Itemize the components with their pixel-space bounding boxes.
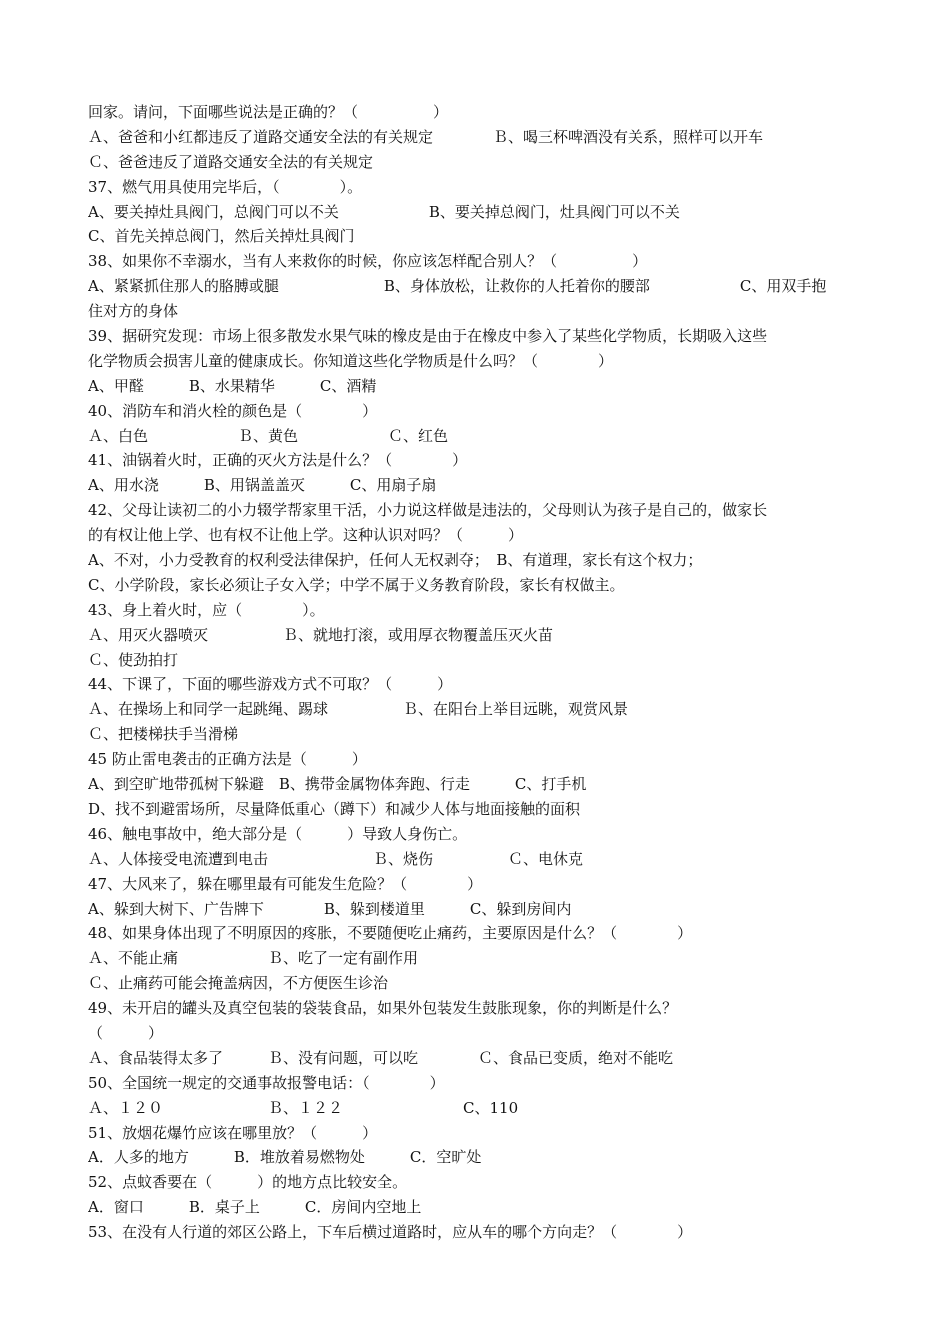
option-line: A、不对，小力受教育的权利受法律保护，任何人无权剥夺； B、有道理，家长有这个权力； (88, 551, 703, 570)
option-line: Ｃ、止痛药可能会掩盖病因，不方便医生诊治 (88, 974, 389, 993)
question-38: 38、如果你不幸溺水，当有人来救你的时候，你应该怎样配合别人？（ ） (88, 252, 648, 271)
question-40: 40、消防车和消火栓的颜色是（ ） (88, 401, 378, 420)
question-45: 45 防止雷电袭击的正确方法是（ ） (88, 750, 367, 769)
option-line: Ａ、不能止痛 Ｂ、吃了一定有副作用 (88, 949, 419, 968)
question-39: 39、据研究发现：市场上很多散发水果气味的橡皮是由于在橡皮中参入了某些化学物质，长期吸入这些 (88, 327, 768, 346)
question-39-cont: 化学物质会损害儿童的健康成长。你知道这些化学物质是什么吗？（ ） (88, 351, 614, 370)
option-line: Ｃ、爸爸违反了道路交通安全法的有关规定 (88, 152, 374, 171)
question-47: 47、大风来了，躲在哪里最有可能发生危险？（ ） (88, 874, 483, 893)
option-line: Ｃ、把楼梯扶手当滑梯 (88, 725, 239, 744)
option-line: A、甲醛 B、水果精华 C、酒精 (88, 376, 377, 395)
question-49-cont: （ ） (88, 1023, 164, 1042)
option-line: A．窗口 B．桌子上 C．房间内空地上 (88, 1198, 422, 1217)
option-line: Ｃ、使劲拍打 (88, 650, 179, 669)
question-37: 37、燃气用具使用完毕后，（ ）。 (88, 177, 363, 196)
option-line: Ａ、１２０ Ｂ、１２２ C、110 (88, 1098, 519, 1117)
question-42-cont: 的有权让他上学、也有权不让他上学。这种认识对吗？（ ） (88, 526, 524, 545)
option-line: Ａ、在操场上和同学一起跳绳、踢球 Ｂ、在阳台上举目远眺，观赏风景 (88, 700, 629, 719)
question-44: 44、下课了，下面的哪些游戏方式不可取？（ ） (88, 675, 453, 694)
question-42: 42、父母让读初二的小力辍学帮家里干活，小力说这样做是违法的，父母则认为孩子是自己的，做家长 (88, 501, 768, 520)
option-line: 住对方的身体 (88, 302, 179, 321)
option-line: Ａ、食品装得太多了 Ｂ、没有问题，可以吃 Ｃ、食品已变质，绝对不能吃 (88, 1048, 674, 1067)
question-51: 51、放烟花爆竹应该在哪里放？（ ） (88, 1123, 378, 1142)
option-line: A、紧紧抓住那人的胳膊或腿 B、身体放松，让救你的人托着你的腰部 C、用双手抱 (88, 277, 827, 296)
question-41: 41、油锅着火时，正确的灭火方法是什么？（ ） (88, 451, 468, 470)
question-48: 48、如果身体出现了不明原因的疼胀，不要随便吃止痛药，主要原因是什么？（ ） (88, 924, 693, 943)
document-page (88, 100, 868, 1245)
option-line: D、找不到避雷场所，尽量降低重心（蹲下）和减少人体与地面接触的面积 (88, 799, 581, 818)
question-53: 53、在没有人行道的郊区公路上，下车后横过道路时，应从车的哪个方向走？（ ） (88, 1223, 693, 1242)
question-43: 43、身上着火时，应（ ）。 (88, 600, 325, 619)
option-line: Ａ、白色 Ｂ、黄色 Ｃ、红色 (88, 426, 449, 445)
option-line: A、躲到大树下、广告牌下 B、躲到楼道里 C、躲到房间内 (88, 899, 572, 918)
option-line: Ａ、爸爸和小红都违反了道路交通安全法的有关规定 Ｂ、喝三杯啤酒没有关系，照样可以开车 (88, 127, 764, 146)
question-46: 46、触电事故中，绝大部分是（ ）导致人身伤亡。 (88, 824, 468, 843)
option-line: A、要关掉灶具阀门，总阀门可以不关 B、要关掉总阀门，灶具阀门可以不关 (88, 202, 680, 221)
option-line: Ａ、人体接受电流遭到电击 Ｂ、烧伤 Ｃ、电休克 (88, 849, 584, 868)
option-line: A、用水浇 B、用锅盖盖灭 C、用扇子扇 (88, 476, 437, 495)
option-line: Ａ、用灭火器喷灭 Ｂ、就地打滚，或用厚衣物覆盖压灭火苗 (88, 625, 554, 644)
question-50: 50、全国统一规定的交通事故报警电话：（ ） (88, 1073, 445, 1092)
question-52: 52、点蚊香要在（ ）的地方点比较安全。 (88, 1173, 408, 1192)
option-line: C、小学阶段，家长必须让子女入学；中学不属于义务教育阶段，家长有权做主。 (88, 575, 625, 594)
question-49: 49、未开启的罐头及真空包装的袋装食品，如果外包装发生鼓胀现象，你的判断是什么？ (88, 999, 678, 1018)
option-line: C、首先关掉总阀门，然后关掉灶具阀门 (88, 227, 355, 246)
option-line: A．人多的地方 B．堆放着易燃物处 C．空旷处 (88, 1148, 482, 1167)
option-line: A、到空旷地带孤树下躲避 B、携带金属物体奔跑、行走 C、打手机 (88, 775, 587, 794)
text-line: 回家。请问，下面哪些说法是正确的？（ ） (88, 103, 449, 121)
